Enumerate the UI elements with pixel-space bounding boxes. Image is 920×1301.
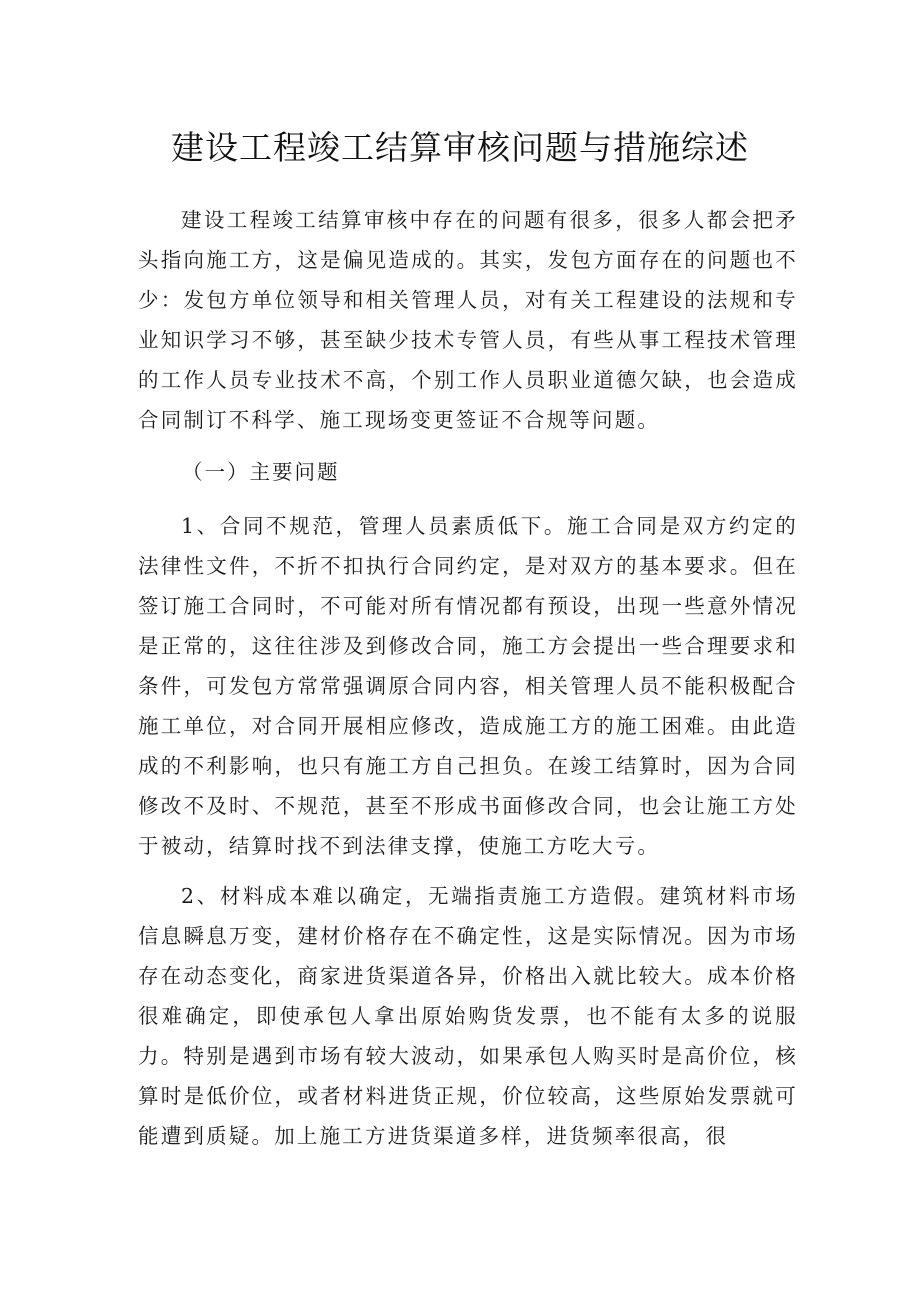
document-title: 建设工程竣工结算审核问题与措施综述 — [171, 128, 749, 167]
section-heading: （一）主要问题 — [182, 460, 340, 484]
intro-paragraph: 建设工程竣工结算审核中存在的问题有很多，很多人都会把矛头指向施工方，这是偏见造成的。其实，发包方面存在的问题也不少：发包方单位领导和相关管理人员，对有关工程建设的法规和专业知识学习不够，甚至缺少技术专管人员，有些从事工程技术管理的工作人员专业技术不高，个别工作人员职业道德欠缺，也会造成合同制订不科学、施工现场变更签证不合规等问题。 — [138, 208, 798, 432]
item-1-paragraph: 1、合同不规范，管理人员素质低下。施工合同是双方约定的法律性文件，不折不扣执行合同约定，是对双方的基本要求。但在签订施工合同时，不可能对所有情况都有预设，出现一些意外情况是正常的，这往往涉及到修改合同，施工方会提出一些合理要求和条件，可发包方常常强调原合同内容，相关管理人员不能积极配合施工单位，对合同开展相应修改，造成施工方的施工困难。由此造成的不利影响，也只有施工方自己担负。在竣工结算时，因为合同修改不及时、不规范，甚至不形成书面修改合同，也会让施工方处于被动，结算时找不到法律支撑，使施工方吃大亏。 — [138, 514, 798, 858]
item-2-paragraph: 2、材料成本难以确定，无端指责施工方造假。建筑材料市场信息瞬息万变，建材价格存在不确定性，这是实际情况。因为市场存在动态变化，商家进货渠道各异，价格出入就比较大。成本价格很难确定，即使承包人拿出原始购货发票，也不能有太多的说服力。特别是遇到市场有较大波动，如果承包人购买时是高价位，核算时是低价位，或者材料进货正规，价位较高，这些原始发票就可能遭到质疑。加上施工方进货渠道多样，进货频率很高，很 — [138, 884, 798, 1148]
